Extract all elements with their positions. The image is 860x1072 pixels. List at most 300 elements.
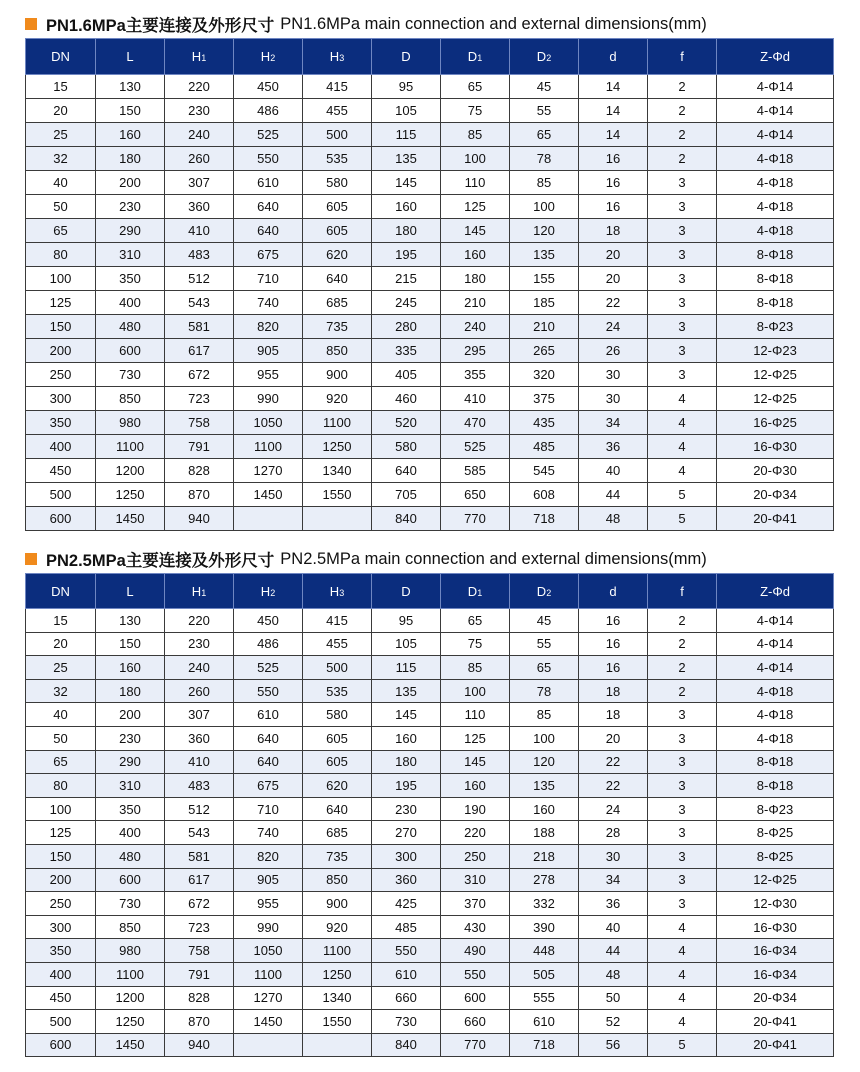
table-cell: 791 bbox=[165, 435, 234, 459]
table-cell: 483 bbox=[165, 243, 234, 267]
table-cell: 640 bbox=[234, 726, 303, 750]
table-row bbox=[26, 147, 834, 171]
table-cell: 3 bbox=[648, 892, 717, 916]
table-cell: 65 bbox=[441, 75, 510, 99]
column-header bbox=[372, 39, 441, 75]
table-cell: 200 bbox=[96, 703, 165, 727]
table-cell: 290 bbox=[96, 219, 165, 243]
table-row bbox=[26, 315, 834, 339]
table-cell: 36 bbox=[579, 435, 648, 459]
table-cell: 250 bbox=[441, 844, 510, 868]
table-cell: 1340 bbox=[303, 459, 372, 483]
table-row bbox=[26, 892, 834, 916]
table-cell: 20-Φ41 bbox=[717, 507, 834, 531]
table-cell bbox=[303, 507, 372, 531]
table-cell: 850 bbox=[96, 915, 165, 939]
table-cell: 2 bbox=[648, 99, 717, 123]
table-row bbox=[26, 243, 834, 267]
table-cell: 400 bbox=[96, 291, 165, 315]
table-cell: 115 bbox=[372, 123, 441, 147]
column-header-label: D bbox=[467, 49, 478, 64]
table-cell: 95 bbox=[372, 609, 441, 633]
table-cell: 850 bbox=[96, 387, 165, 411]
table-cell: 820 bbox=[234, 315, 303, 339]
table-cell: 3 bbox=[648, 267, 717, 291]
column-header bbox=[441, 574, 510, 609]
column-header-subscript: 3 bbox=[339, 587, 345, 598]
column-header-subscript: 3 bbox=[339, 53, 345, 63]
table-cell: 100 bbox=[441, 147, 510, 171]
table-cell: 16-Φ25 bbox=[717, 411, 834, 435]
table-cell: 270 bbox=[372, 821, 441, 845]
dimensions-table-pn25 bbox=[25, 573, 834, 1057]
table-cell: 30 bbox=[579, 844, 648, 868]
table-cell: 230 bbox=[372, 797, 441, 821]
table-cell: 350 bbox=[96, 267, 165, 291]
table-row bbox=[26, 986, 834, 1010]
table-cell: 20-Φ34 bbox=[717, 986, 834, 1010]
table-cell: 610 bbox=[372, 962, 441, 986]
table-cell: 400 bbox=[96, 821, 165, 845]
column-header bbox=[234, 39, 303, 75]
table-cell: 4-Φ14 bbox=[717, 609, 834, 633]
table-cell: 150 bbox=[26, 315, 96, 339]
table-cell: 50 bbox=[26, 195, 96, 219]
table-cell: 485 bbox=[372, 915, 441, 939]
table-cell: 20-Φ41 bbox=[717, 1010, 834, 1034]
table-cell: 460 bbox=[372, 387, 441, 411]
table-cell: 581 bbox=[165, 844, 234, 868]
title-english: PN1.6MPa main connection and external dimensions(mm) bbox=[280, 14, 707, 33]
table-cell: 675 bbox=[234, 774, 303, 798]
table-cell: 220 bbox=[165, 609, 234, 633]
table-cell: 870 bbox=[165, 483, 234, 507]
column-header-label: D bbox=[401, 583, 411, 599]
table-cell: 22 bbox=[579, 291, 648, 315]
table-cell: 160 bbox=[96, 656, 165, 680]
table-row bbox=[26, 459, 834, 483]
table-cell: 145 bbox=[441, 750, 510, 774]
table-cell: 280 bbox=[372, 315, 441, 339]
table-cell: 210 bbox=[441, 291, 510, 315]
table-row bbox=[26, 435, 834, 459]
table-cell: 535 bbox=[303, 679, 372, 703]
table-cell: 4-Φ18 bbox=[717, 703, 834, 727]
column-header-label: D bbox=[536, 49, 547, 64]
table-cell: 512 bbox=[165, 797, 234, 821]
table-cell: 20-Φ41 bbox=[717, 1033, 834, 1057]
table-cell: 3 bbox=[648, 726, 717, 750]
table-cell: 600 bbox=[441, 986, 510, 1010]
table-cell: 685 bbox=[303, 821, 372, 845]
table-cell: 2 bbox=[648, 75, 717, 99]
table-cell: 180 bbox=[96, 147, 165, 171]
table-cell: 723 bbox=[165, 915, 234, 939]
table-cell: 310 bbox=[96, 243, 165, 267]
table-cell: 8-Φ25 bbox=[717, 844, 834, 868]
table-cell: 260 bbox=[165, 147, 234, 171]
table-row bbox=[26, 774, 834, 798]
table-cell: 905 bbox=[234, 339, 303, 363]
table-cell: 28 bbox=[579, 821, 648, 845]
table-cell: 410 bbox=[441, 387, 510, 411]
table-cell: 8-Φ23 bbox=[717, 797, 834, 821]
table-cell: 525 bbox=[234, 123, 303, 147]
section-pn16 bbox=[25, 10, 833, 531]
table-cell: 14 bbox=[579, 75, 648, 99]
table-cell: 955 bbox=[234, 892, 303, 916]
table-cell: 850 bbox=[303, 339, 372, 363]
table-row bbox=[26, 962, 834, 986]
table-cell: 450 bbox=[26, 986, 96, 1010]
table-cell: 980 bbox=[96, 411, 165, 435]
table-cell: 310 bbox=[96, 774, 165, 798]
table-cell: 400 bbox=[26, 435, 96, 459]
table-cell: 230 bbox=[96, 195, 165, 219]
section-title bbox=[25, 10, 833, 38]
table-cell: 150 bbox=[96, 632, 165, 656]
table-row bbox=[26, 123, 834, 147]
table-cell bbox=[303, 1033, 372, 1057]
table-cell: 14 bbox=[579, 99, 648, 123]
table-cell: 12-Φ25 bbox=[717, 363, 834, 387]
table-cell: 900 bbox=[303, 363, 372, 387]
table-cell: 4 bbox=[648, 387, 717, 411]
table-cell: 3 bbox=[648, 315, 717, 339]
table-cell: 3 bbox=[648, 291, 717, 315]
table-cell: 130 bbox=[96, 609, 165, 633]
table-row bbox=[26, 507, 834, 531]
table-cell: 20 bbox=[26, 632, 96, 656]
table-cell: 307 bbox=[165, 171, 234, 195]
table-cell: 25 bbox=[26, 123, 96, 147]
column-header bbox=[234, 574, 303, 609]
table-cell: 685 bbox=[303, 291, 372, 315]
table-cell: 535 bbox=[303, 147, 372, 171]
table-cell: 85 bbox=[510, 171, 579, 195]
table-cell: 78 bbox=[510, 679, 579, 703]
table-cell: 4-Φ14 bbox=[717, 123, 834, 147]
table-cell: 1450 bbox=[96, 507, 165, 531]
table-cell: 730 bbox=[96, 892, 165, 916]
table-cell: 605 bbox=[303, 726, 372, 750]
table-cell: 1550 bbox=[303, 483, 372, 507]
table-cell: 20-Φ30 bbox=[717, 459, 834, 483]
table-cell: 3 bbox=[648, 844, 717, 868]
table-cell: 295 bbox=[441, 339, 510, 363]
table-cell: 15 bbox=[26, 609, 96, 633]
table-cell: 660 bbox=[441, 1010, 510, 1034]
table-cell: 16-Φ30 bbox=[717, 915, 834, 939]
table-cell: 215 bbox=[372, 267, 441, 291]
table-cell: 360 bbox=[165, 195, 234, 219]
table-cell: 550 bbox=[441, 962, 510, 986]
table-cell: 1100 bbox=[234, 435, 303, 459]
table-cell: 265 bbox=[510, 339, 579, 363]
table-cell: 770 bbox=[441, 1033, 510, 1057]
column-header-label: H bbox=[260, 583, 271, 599]
table-cell: 240 bbox=[441, 315, 510, 339]
column-header-label: H bbox=[260, 49, 271, 64]
table-cell: 300 bbox=[372, 844, 441, 868]
table-row bbox=[26, 915, 834, 939]
table-cell: 740 bbox=[234, 821, 303, 845]
table-cell: 730 bbox=[96, 363, 165, 387]
table-cell: 65 bbox=[510, 123, 579, 147]
table-cell: 415 bbox=[303, 609, 372, 633]
table-cell: 1270 bbox=[234, 459, 303, 483]
table-row bbox=[26, 483, 834, 507]
table-cell: 370 bbox=[441, 892, 510, 916]
table-cell: 360 bbox=[165, 726, 234, 750]
table-cell: 145 bbox=[372, 171, 441, 195]
column-header-label: d bbox=[609, 583, 617, 599]
table-cell bbox=[234, 507, 303, 531]
table-cell: 4 bbox=[648, 459, 717, 483]
table-cell: 26 bbox=[579, 339, 648, 363]
table-cell: 672 bbox=[165, 363, 234, 387]
table-cell: 4-Φ18 bbox=[717, 195, 834, 219]
table-cell: 550 bbox=[234, 147, 303, 171]
table-cell: 12-Φ23 bbox=[717, 339, 834, 363]
table-cell: 405 bbox=[372, 363, 441, 387]
table-cell: 125 bbox=[26, 291, 96, 315]
table-cell: 8-Φ18 bbox=[717, 291, 834, 315]
table-cell: 307 bbox=[165, 703, 234, 727]
table-cell: 110 bbox=[441, 703, 510, 727]
table-cell: 250 bbox=[26, 363, 96, 387]
table-cell: 85 bbox=[510, 703, 579, 727]
table-row bbox=[26, 703, 834, 727]
table-cell: 608 bbox=[510, 483, 579, 507]
table-cell: 940 bbox=[165, 507, 234, 531]
table-cell: 3 bbox=[648, 339, 717, 363]
table-cell: 705 bbox=[372, 483, 441, 507]
table-row bbox=[26, 609, 834, 633]
table-cell: 4-Φ14 bbox=[717, 656, 834, 680]
table-cell: 580 bbox=[303, 171, 372, 195]
table-cell: 870 bbox=[165, 1010, 234, 1034]
table-cell: 3 bbox=[648, 219, 717, 243]
table-cell: 44 bbox=[579, 483, 648, 507]
table-row bbox=[26, 868, 834, 892]
table-cell: 828 bbox=[165, 459, 234, 483]
table-cell: 12-Φ30 bbox=[717, 892, 834, 916]
orange-square-icon bbox=[25, 553, 37, 565]
table-cell: 20 bbox=[579, 726, 648, 750]
table-cell: 600 bbox=[26, 507, 96, 531]
table-cell: 16-Φ34 bbox=[717, 939, 834, 963]
table-cell: 390 bbox=[510, 915, 579, 939]
table-cell: 3 bbox=[648, 703, 717, 727]
table-cell: 485 bbox=[510, 435, 579, 459]
table-cell: 710 bbox=[234, 267, 303, 291]
table-cell: 218 bbox=[510, 844, 579, 868]
column-header bbox=[303, 574, 372, 609]
table-cell: 735 bbox=[303, 315, 372, 339]
table-cell: 65 bbox=[441, 609, 510, 633]
table-cell: 18 bbox=[579, 219, 648, 243]
table-cell: 723 bbox=[165, 387, 234, 411]
table-cell: 718 bbox=[510, 1033, 579, 1057]
table-cell: 22 bbox=[579, 774, 648, 798]
table-cell: 320 bbox=[510, 363, 579, 387]
table-cell: 1340 bbox=[303, 986, 372, 1010]
table-cell: 500 bbox=[303, 656, 372, 680]
table-cell: 30 bbox=[579, 387, 648, 411]
column-header-label: Z-Φd bbox=[760, 49, 790, 64]
column-header-subscript: 2 bbox=[546, 587, 552, 598]
table-cell: 180 bbox=[372, 750, 441, 774]
table-cell: 290 bbox=[96, 750, 165, 774]
table-cell: 250 bbox=[26, 892, 96, 916]
table-cell: 791 bbox=[165, 962, 234, 986]
table-cell: 5 bbox=[648, 507, 717, 531]
table-cell: 145 bbox=[441, 219, 510, 243]
table-cell: 850 bbox=[303, 868, 372, 892]
table-cell: 1050 bbox=[234, 939, 303, 963]
table-cell: 135 bbox=[372, 679, 441, 703]
column-header-label: L bbox=[126, 583, 134, 599]
table-cell: 55 bbox=[510, 99, 579, 123]
table-cell: 718 bbox=[510, 507, 579, 531]
column-header-label: f bbox=[680, 583, 684, 599]
table-cell: 40 bbox=[26, 703, 96, 727]
table-cell: 617 bbox=[165, 339, 234, 363]
table-cell: 120 bbox=[510, 750, 579, 774]
table-cell: 65 bbox=[510, 656, 579, 680]
title-chinese: PN1.6MPa主要连接及外形尺寸 bbox=[46, 17, 275, 35]
table-cell: 16 bbox=[579, 171, 648, 195]
column-header-label: L bbox=[126, 49, 134, 64]
table-cell: 840 bbox=[372, 507, 441, 531]
table-cell: 580 bbox=[372, 435, 441, 459]
column-header-label: H bbox=[191, 49, 202, 64]
table-cell: 4-Φ14 bbox=[717, 75, 834, 99]
table-cell: 135 bbox=[510, 243, 579, 267]
table-row bbox=[26, 632, 834, 656]
table-cell: 15 bbox=[26, 75, 96, 99]
table-cell: 185 bbox=[510, 291, 579, 315]
table-cell: 20 bbox=[26, 99, 96, 123]
table-cell: 3 bbox=[648, 750, 717, 774]
table-cell: 220 bbox=[441, 821, 510, 845]
table-cell: 16 bbox=[579, 195, 648, 219]
table-cell: 8-Φ18 bbox=[717, 774, 834, 798]
table-cell: 4-Φ18 bbox=[717, 726, 834, 750]
table-cell: 605 bbox=[303, 219, 372, 243]
table-cell: 640 bbox=[303, 797, 372, 821]
table-cell: 4-Φ18 bbox=[717, 147, 834, 171]
table-cell: 105 bbox=[372, 632, 441, 656]
table-cell: 160 bbox=[372, 726, 441, 750]
table-cell: 500 bbox=[26, 483, 96, 507]
table-cell: 135 bbox=[510, 774, 579, 798]
table-cell: 650 bbox=[441, 483, 510, 507]
table-cell: 8-Φ25 bbox=[717, 821, 834, 845]
table-cell: 5 bbox=[648, 1033, 717, 1057]
table-cell: 1250 bbox=[96, 1010, 165, 1034]
table-cell: 120 bbox=[510, 219, 579, 243]
table-cell: 50 bbox=[26, 726, 96, 750]
table-cell: 640 bbox=[234, 750, 303, 774]
table-cell: 50 bbox=[579, 986, 648, 1010]
column-header bbox=[717, 574, 834, 609]
table-cell: 470 bbox=[441, 411, 510, 435]
table-cell: 188 bbox=[510, 821, 579, 845]
table-cell: 840 bbox=[372, 1033, 441, 1057]
table-cell: 770 bbox=[441, 507, 510, 531]
table-cell: 580 bbox=[303, 703, 372, 727]
table-cell: 45 bbox=[510, 75, 579, 99]
table-cell: 55 bbox=[510, 632, 579, 656]
table-cell: 640 bbox=[303, 267, 372, 291]
table-cell: 52 bbox=[579, 1010, 648, 1034]
table-cell: 4 bbox=[648, 939, 717, 963]
table-row bbox=[26, 411, 834, 435]
table-cell: 955 bbox=[234, 363, 303, 387]
column-header-label: DN bbox=[51, 49, 70, 64]
table-cell: 190 bbox=[441, 797, 510, 821]
table-cell: 550 bbox=[372, 939, 441, 963]
column-header-subscript: 1 bbox=[477, 53, 483, 63]
table-cell: 32 bbox=[26, 679, 96, 703]
table-cell: 620 bbox=[303, 243, 372, 267]
table-cell: 758 bbox=[165, 939, 234, 963]
column-header bbox=[372, 574, 441, 609]
column-header bbox=[648, 574, 717, 609]
column-header bbox=[303, 39, 372, 75]
table-cell: 1100 bbox=[96, 435, 165, 459]
table-cell: 4 bbox=[648, 962, 717, 986]
table-row bbox=[26, 1010, 834, 1034]
table-cell: 483 bbox=[165, 774, 234, 798]
table-cell: 505 bbox=[510, 962, 579, 986]
table-cell: 1200 bbox=[96, 459, 165, 483]
table-cell: 14 bbox=[579, 123, 648, 147]
table-cell: 735 bbox=[303, 844, 372, 868]
table-cell: 160 bbox=[372, 195, 441, 219]
table-row bbox=[26, 939, 834, 963]
table-cell: 1250 bbox=[303, 435, 372, 459]
table-cell: 24 bbox=[579, 315, 648, 339]
table-cell: 500 bbox=[26, 1010, 96, 1034]
table-cell: 520 bbox=[372, 411, 441, 435]
table-cell: 230 bbox=[165, 99, 234, 123]
table-cell: 75 bbox=[441, 99, 510, 123]
table-cell: 4 bbox=[648, 986, 717, 1010]
table-cell: 2 bbox=[648, 632, 717, 656]
table-cell: 375 bbox=[510, 387, 579, 411]
table-cell: 160 bbox=[441, 243, 510, 267]
table-cell: 44 bbox=[579, 939, 648, 963]
table-cell: 220 bbox=[165, 75, 234, 99]
table-cell: 730 bbox=[372, 1010, 441, 1034]
orange-square-icon bbox=[25, 18, 37, 30]
table-cell: 145 bbox=[372, 703, 441, 727]
table-header-row bbox=[26, 574, 834, 609]
table-cell: 105 bbox=[372, 99, 441, 123]
table-cell: 400 bbox=[26, 962, 96, 986]
table-row bbox=[26, 656, 834, 680]
table-cell: 100 bbox=[510, 726, 579, 750]
table-cell: 980 bbox=[96, 939, 165, 963]
table-cell: 150 bbox=[96, 99, 165, 123]
table-row bbox=[26, 726, 834, 750]
table-cell: 40 bbox=[579, 459, 648, 483]
table-cell: 150 bbox=[26, 844, 96, 868]
section-pn25 bbox=[25, 545, 833, 1057]
